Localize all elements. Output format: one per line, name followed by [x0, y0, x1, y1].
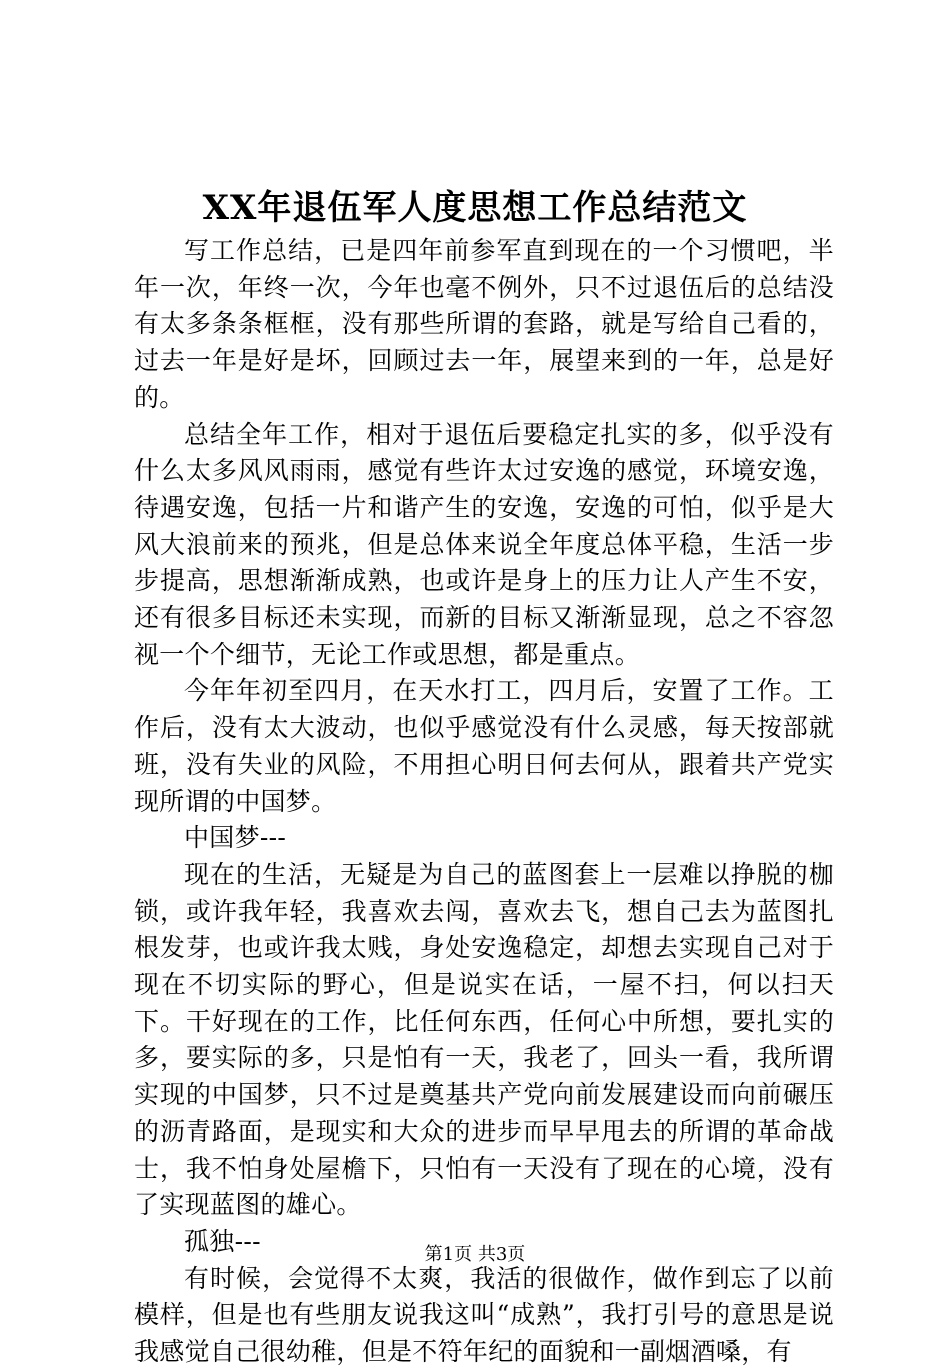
section-heading-loneliness: 孤独--- [184, 1226, 261, 1256]
section-heading-china-dream: 中国梦--- [184, 823, 287, 853]
paragraph-work: 今年年初至四月，在天水打工，四月后，安置了工作。工作后，没有太大波动，也似乎感觉没有什么灵感，每天按部就班，没有失业的风险，不用担心明日何去何从，跟着共产党实现所谓的中国梦。 [134, 676, 834, 816]
paragraph-loneliness: 有时候，会觉得不太爽，我活的很做作，做作到忘了以前模样，但是也有些朋友说我这叫“成熟”，我打引号的意思是说我感觉自己很幼稚，但是不符年纪的面貌和一副烟酒嗓，有 [134, 1263, 834, 1367]
paragraph-intro: 写工作总结，已是四年前参军直到现在的一个习惯吧，半年一次，年终一次，今年也毫不例外，只不过退伍后的总结没有太多条条框框，没有那些所谓的套路，就是写给自己看的，过去一年是好是坏，回顾过去一年，展望来到的一年，总是好的。 [134, 236, 834, 412]
document-body [134, 233, 834, 1371]
document-title: XX年退伍军人度思想工作总结范文 [202, 188, 748, 228]
paragraph-china-dream: 现在的生活，无疑是为自己的蓝图套上一层难以挣脱的枷锁，或许我年轻，我喜欢去闯，喜欢去飞，想自己去为蓝图扎根发芽，也或许我太贱，身处安逸稳定，却想去实现自己对于现在不切实际的野心，但是说实在话，一屋不扫，何以扫天下。干好现在的工作，比任何东西，任何心中所想，要扎实的多，要实际的多，只是怕有一天，我老了，回头一看，我所谓实现的中国梦，只不过是奠基共产党向前发展建设而向前碾压的沥青路面，是现实和大众的进步而早早甩去的所谓的革命战士，我不怕身处屋檐下，只怕有一天没有了现在的心境，没有了实现蓝图的雄心。 [134, 859, 834, 1220]
paragraph-annual-summary: 总结全年工作，相对于退伍后要稳定扎实的多，似乎没有什么太多风风雨雨，感觉有些许太过安逸的感觉，环境安逸，待遇安逸，包括一片和谐产生的安逸，安逸的可怕，似乎是大风大浪前来的预兆，但是总体来说全年度总体平稳，生活一步步提高，思想渐渐成熟，也或许是身上的压力让人产生不安，还有很多目标还未实现，而新的目标又渐渐显现，总之不容忽视一个个细节，无论工作或思想，都是重点。 [134, 419, 834, 669]
page-footer: 第1页 共3页 [424, 1244, 526, 1265]
